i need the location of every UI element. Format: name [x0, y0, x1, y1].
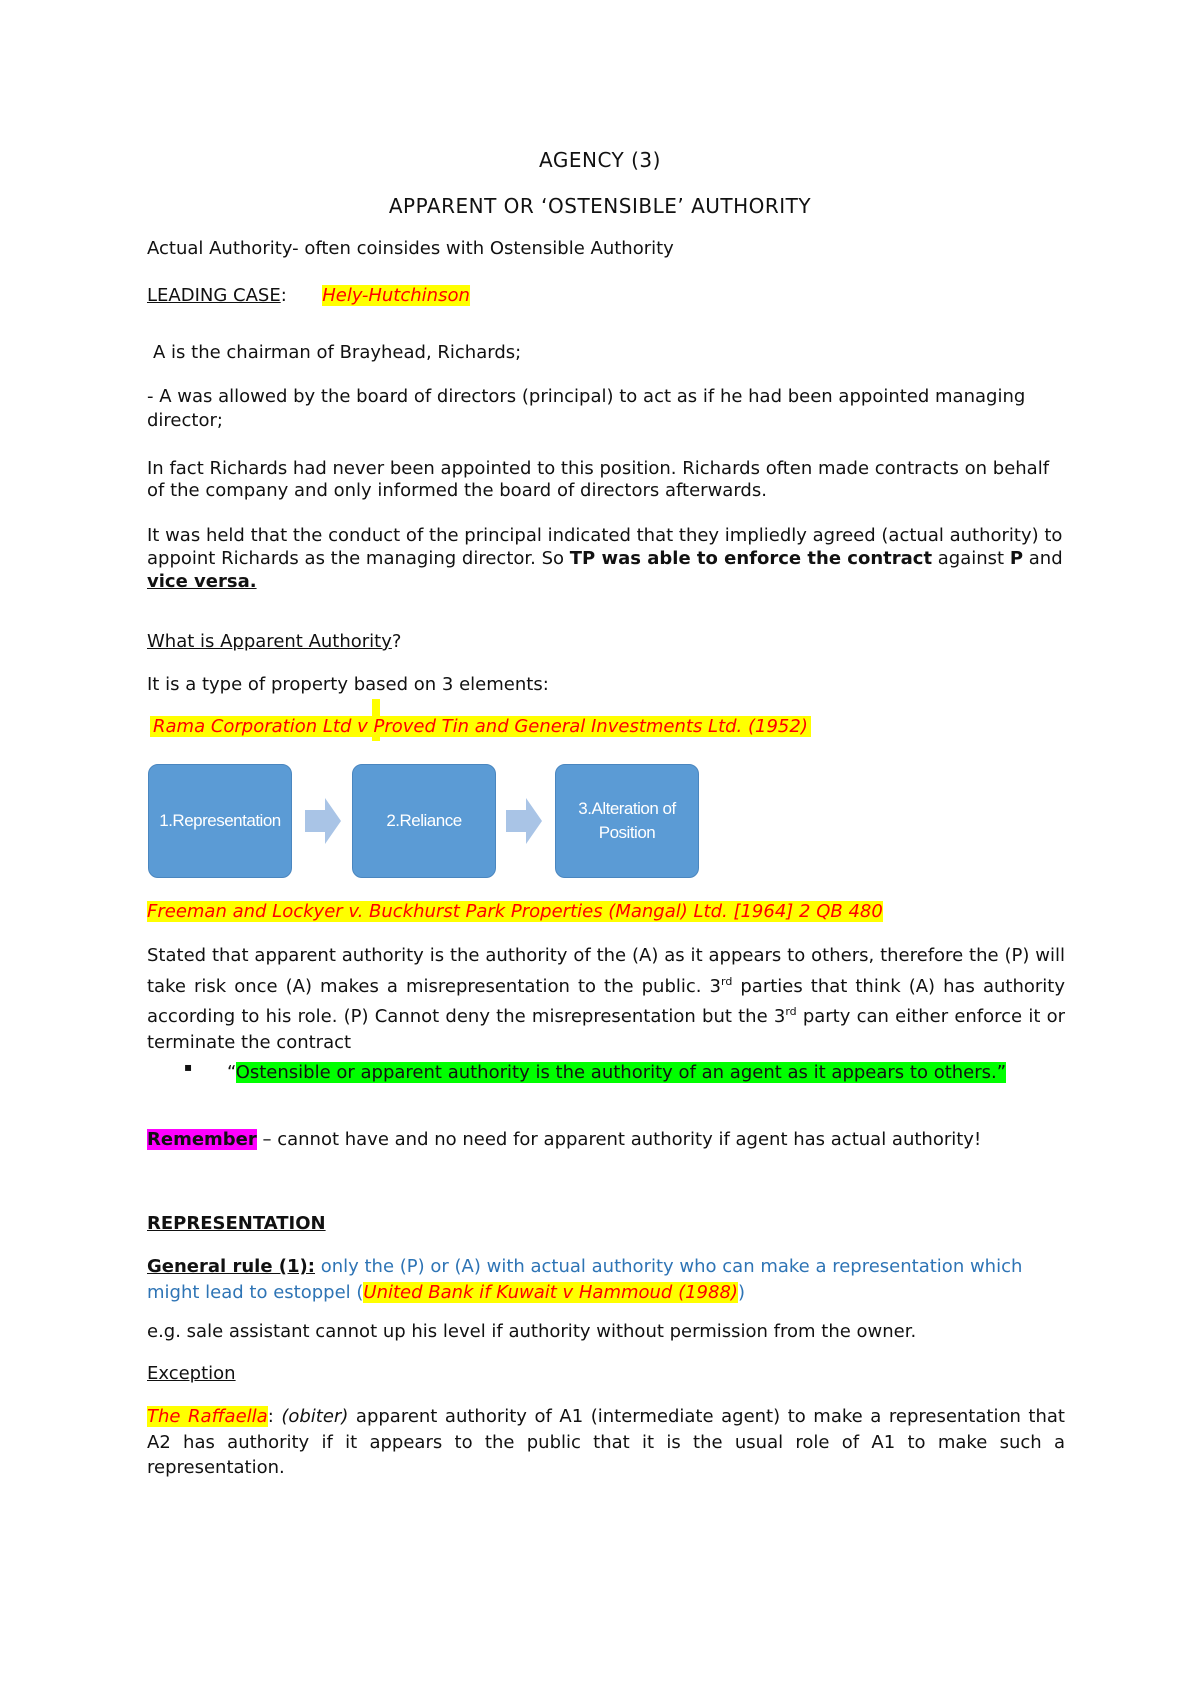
fact-chairman: A is the chairman of Brayhead, Richards;: [153, 342, 522, 363]
diagram-step-reliance: 2.Reliance: [352, 764, 496, 878]
fact-never-appointed: In fact Richards had never been appointed to this position. Richards often made contracts on behalf of the company and only informed the board of directors afterwards.: [147, 458, 1050, 501]
held-vice-versa: vice versa.: [147, 571, 257, 592]
general-rule-close: ): [737, 1282, 745, 1303]
diagram-step-alteration: 3.Alteration of Position: [555, 764, 699, 878]
held-p: P: [1009, 548, 1024, 569]
held-text-3: and: [1023, 548, 1063, 569]
leading-case-label: LEADING CASE: [147, 285, 281, 306]
remember-line: [147, 1129, 981, 1151]
question-mark: ?: [391, 631, 402, 652]
held-text-1: It was held that the conduct of the principal indicated that they impliedly agreed (actual authority) to appoint Richards as the managing director. So: [147, 525, 1063, 569]
question-line: [147, 631, 401, 653]
page-title: AGENCY (3): [539, 148, 661, 172]
quote-text: Ostensible or apparent authority is the authority of an agent as it appears to others.”: [235, 1062, 1007, 1083]
case-freeman: Freeman and Lockyer v. Buckhurst Park Properties (Mangal) Ltd. [1964] 2 QB 480: [147, 901, 883, 922]
stated-sup-2: rd: [785, 1005, 797, 1018]
general-rule-case: United Bank if Kuwait v Hammoud (1988): [363, 1282, 738, 1303]
stated-text-2: parties that think (A) has authority according to his role. (P) Cannot deny the misrepresentation but the 3: [147, 975, 1065, 1027]
diagram-arrow-1-icon: [305, 798, 341, 844]
held-paragraph: [147, 524, 1065, 593]
example-line: e.g. sale assistant cannot up his level if authority without permission from the owner.: [147, 1321, 917, 1342]
general-rule-label: General rule (1):: [147, 1256, 315, 1277]
fact-allowed: - A was allowed by the board of directors (principal) to act as if he had been appointed managing director;: [147, 386, 1026, 431]
exception-label: Exception: [147, 1363, 236, 1384]
bullet-icon: ▪: [184, 1060, 193, 1074]
leading-case-colon: :: [280, 285, 287, 306]
case-rama: Rama Corporation Ltd v Proved Tin and General Investments Ltd. (1952): [150, 716, 811, 737]
quote-open: “: [227, 1062, 236, 1083]
page-subtitle: APPARENT OR ‘OSTENSIBLE’ AUTHORITY: [388, 194, 812, 218]
case-freeman-line: [147, 901, 883, 923]
quote-line: [227, 1062, 1006, 1084]
general-rule-paragraph: [147, 1254, 1065, 1306]
remember-text: – cannot have and no need for apparent authority if agent has actual authority!: [256, 1129, 982, 1150]
leading-case-line: [147, 285, 470, 307]
raffaella-case: The Raffaella: [147, 1406, 268, 1427]
raffaella-paragraph: [147, 1404, 1065, 1481]
stated-text-1: Stated that apparent authority is the authority of the (A) as it appears to others, therefore the (P) will take risk once (A) makes a misrepresentation to the public. 3: [147, 945, 1065, 997]
stated-text-3: party can either enforce it or terminate the contract: [147, 1006, 1065, 1053]
diagram-arrow-2-icon: [506, 798, 542, 844]
diagram-step-representation: 1.Representation: [148, 764, 292, 878]
leading-case-name: Hely-Hutchinson: [322, 285, 470, 306]
raffaella-colon: :: [267, 1406, 282, 1427]
held-text-2: against: [932, 548, 1010, 569]
question-label: What is Apparent Authority: [147, 631, 392, 652]
raffaella-obiter: (obiter): [281, 1406, 349, 1427]
held-bold: TP was able to enforce the contract: [569, 548, 933, 569]
general-rule-text: only the (P) or (A) with actual authority who can make a representation which might lead to estoppel (: [147, 1256, 1023, 1303]
case-rama-line: [150, 716, 811, 738]
remember-label: Remember: [147, 1129, 257, 1150]
intro-line: Actual Authority- often coinsides with Ostensible Authority: [147, 238, 674, 259]
representation-heading: REPRESENTATION: [147, 1213, 326, 1234]
elements-line: It is a type of property based on 3 elements:: [147, 674, 549, 695]
stated-paragraph: [147, 943, 1065, 1055]
raffaella-text: apparent authority of A1 (intermediate agent) to make a representation that A2 has authority if it appears to the public that it is the usual role of A1 to make such a representation.: [147, 1406, 1065, 1478]
stated-sup-1: rd: [721, 974, 733, 988]
